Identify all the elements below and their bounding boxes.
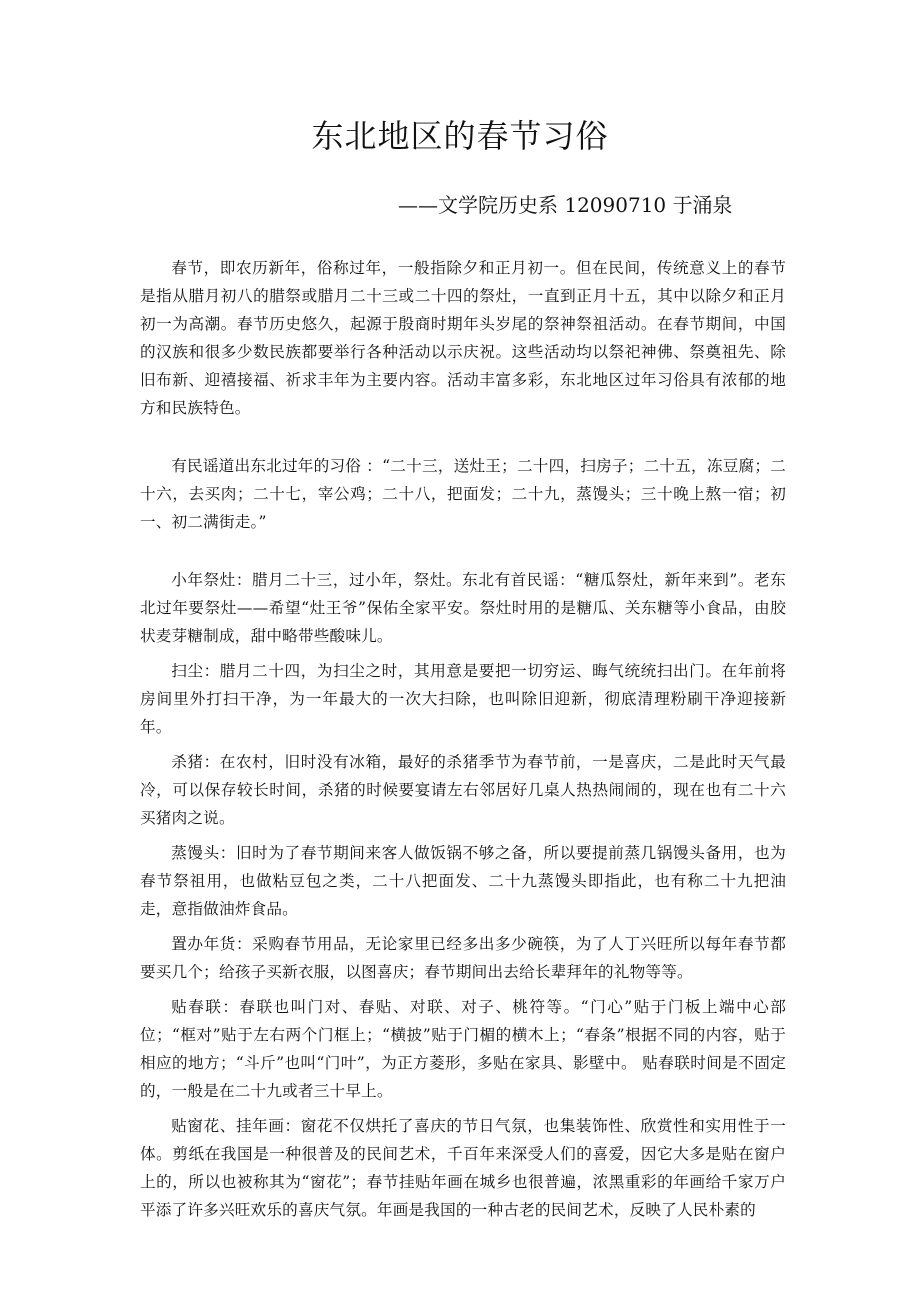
paragraph-window-flowers: 贴窗花、挂年画：窗花不仅烘托了喜庆的节日气氛，也集装饰性、欣赏性和实用性于一体。剪纸在我国是一种很普及的民间艺术，千百年来深受人们的喜爱，因它大多是贴在窗户上的，所以也被称其为“窗花”；春节挂贴年画在城乡也很普遍，浓黑重彩的年画给千家万户平添了许多兴旺欢乐的喜庆气氛。年画是我国的一种古老的民间艺术，反映了人民朴素的 xyxy=(140,1117,786,1219)
document-body xyxy=(140,254,786,1224)
paragraph-folk-rhyme: 有民谣道出东北过年的习俗 ：“二十三，送灶王；二十四，扫房子；二十五，冻豆腐；二十六，去买肉；二十七，宰公鸡；二十八，把面发；二十九，蒸馒头；三十晚上熬一宿；初一、初二满街走。” xyxy=(140,457,786,531)
paragraph-sweeping: 扫尘：腊月二十四，为扫尘之时，其用意是要把一切穷运、晦气统统扫出门。在年前将房间里外打扫干净，为一年最大的一次大扫除，也叫除旧迎新，彻底清理粉刷干净迎接新年。 xyxy=(140,662,786,736)
paragraph-kitchen-god: 小年祭灶：腊月二十三，过小年，祭灶。东北有首民谣：“糖瓜祭灶，新年来到”。老东北过年要祭灶——希望“灶王爷”保佑全家平安。祭灶时用的是糖瓜、关东糖等小食品，由胶状麦芽糖制成，甜中略带些酸味儿。 xyxy=(140,571,786,645)
paragraph-new-year-goods: 置办年货：采购春节用品，无论家里已经多出多少碗筷，为了人丁兴旺所以每年春节都要买几个；给孩子买新衣服，以图喜庆；春节期间出去给长辈拜年的礼物等等。 xyxy=(140,935,786,981)
paragraph-pig-slaughter: 杀猪：在农村，旧时没有冰箱，最好的杀猪季节为春节前，一是喜庆，二是此时天气最冷，可以保存较长时间，杀猪的时候要宴请左右邻居好几桌人热热闹闹的，现在也有二十六买猪肉之说。 xyxy=(140,753,786,827)
author-byline: ——文学院历史系 12090710 于涌泉 xyxy=(398,193,733,217)
paragraph-steamed-buns: 蒸馒头：旧时为了春节期间来客人做饭锅不够之备，所以要提前蒸几锅馒头备用，也为春节祭祖用，也做粘豆包之类，二十八把面发、二十九蒸馒头即指此，也有称二十九把油走，意指做油炸食品。 xyxy=(140,844,786,918)
paragraph-couplets: 贴春联：春联也叫门对、春贴、对联、对子、桃符等。“门心”贴于门板上端中心部位；“框对”贴于左右两个门框上；“横披”贴于门楣的横木上；“春条”根据不同的内容，贴于相应的地方；“斗斤”也叫“门叶”，为正方菱形，多贴在家具、影壁中。 贴春联时间是不固定的，一般是在二十九或者三十早上。 xyxy=(140,998,786,1100)
paragraph-intro: 春节，即农历新年，俗称过年，一般指除夕和正月初一。但在民间，传统意义上的春节是指从腊月初八的腊祭或腊月二十三或二十四的祭灶，一直到正月十五，其中以除夕和正月初一为高潮。春节历史悠久，起源于殷商时期年头岁尾的祭神祭祖活动。在春节期间，中国的汉族和很多少数民族都要举行各种活动以示庆祝。这些活动均以祭祀神佛、祭奠祖先、除旧布新、迎禧接福、祈求丰年为主要内容。活动丰富多彩，东北地区过年习俗具有浓郁的地方和民族特色。 xyxy=(140,259,786,417)
page-title: 东北地区的春节习俗 xyxy=(311,117,609,155)
